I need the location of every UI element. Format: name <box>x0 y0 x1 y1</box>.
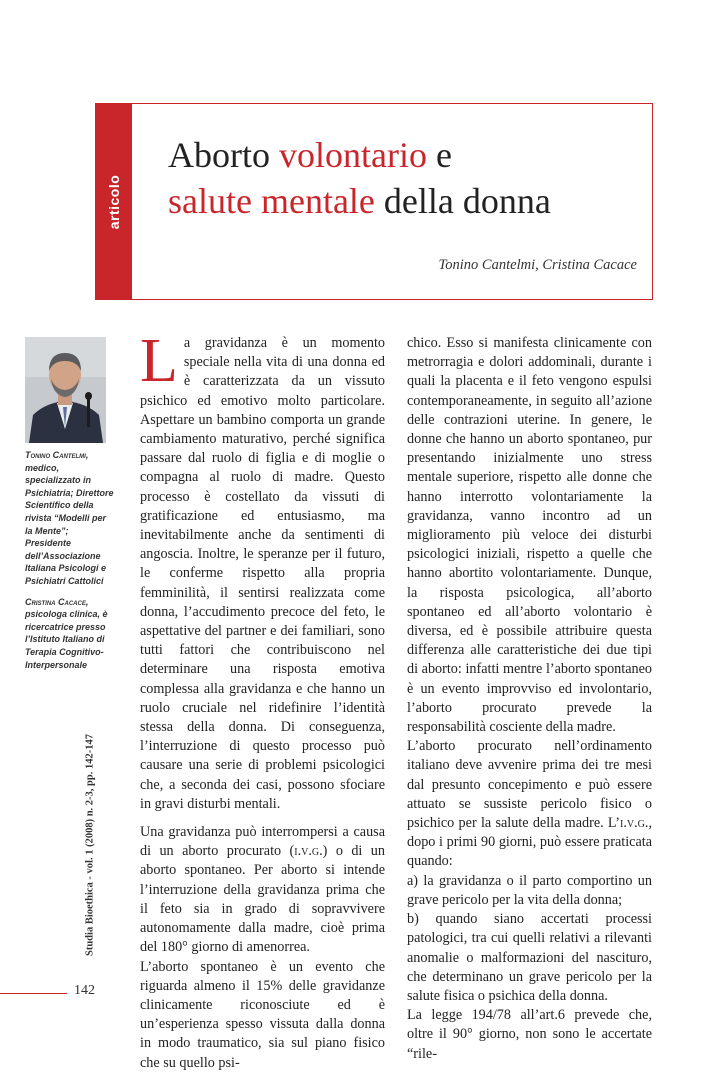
ivg-abbrev: i.v.g. <box>294 843 323 860</box>
drop-cap: L <box>140 327 178 395</box>
paragraph: La legge 194/78 all’art.6 prevede che, oltre il 90° giorno, non sono le accertate “rile- <box>407 1007 652 1062</box>
title-highlight: salute mentale <box>168 181 375 221</box>
title-highlight: volontario <box>279 135 427 175</box>
paragraph-text: a gravidanza è un momento speciale nella vita di una donna ed è caratterizzata da un vissuto psichico ed emotivo molto particolare. Aspettare un bambino comporta un grande cambiamento maturativo, perché significa passare dal ruolo di figlia e di moglie o compagna al ruolo di madre. Questo processo è costellato da vissuti di gratificazione ed entusiasmo, ma inevitabilmente anche da sentimenti di angoscia. Inoltre, le speranze per il futuro, le conferme rispetto alla propria femminilità, il sentirsi realizzata come donna, l’accudimento precoce del feto, le aspettative del partner e dei familiari, sono tutti fattori che contribuiscono nel determinare una risposta emotiva complessa alla gravidanza e che hanno un ruolo cruciale nel ridefinire l’identità stessa della donna. Di conseguenza, l’interruzione di questo processo può causare una serie di problemi psicologici che, a seconda dei casi, possono sfociare in gravi disturbi mentali. <box>140 335 385 812</box>
author-portrait-image <box>25 337 106 443</box>
page-number-rule <box>0 993 67 994</box>
section-label: articolo <box>105 174 122 229</box>
paragraph-text: L’aborto procurato nell’ordinamento italiano deve avvenire prima dei tre mesi dal presunto concepimento e può essere attuato se sussiste pericolo fisico o psichico per la salute della madre. L’ <box>407 738 652 832</box>
paragraph-text: ) o di un aborto spontaneo. Per aborto si intende l’interruzione della gravidanza prima che il feto sia in grado di sopravvivere autonomamente dalla madre, cioè prima del 180° giorno di amenorrea. <box>140 843 385 956</box>
title-text: Aborto <box>168 135 279 175</box>
article-authors: Tonino Cantelmi, Cristina Cacace <box>438 257 637 273</box>
paragraph <box>407 737 652 871</box>
title-text: e <box>426 135 452 175</box>
ivg-abbrev: i.v.g. <box>620 815 649 832</box>
page-number: 142 <box>74 983 95 998</box>
paragraph: chico. Esso si manifesta clinicamente con metrorragia e dolori addominali, durante i quali la placenta e il feto vengono espulsi contemporaneamente, in seguito all’azione delle contrazioni uterine. In genere, le donne che hanno un aborto spontaneo, pur presentando inizialmente uno stress mentale superiore, rispetto alle donne che hanno interrotto volontariamente la gravidanza, vanno incontro ad un miglioramento più veloce dei disturbi psicologici iniziali, rispetto a quelle che hanno abortito volontariamente. Dunque, la risposta psicologica, all’aborto spontaneo ed all’aborto volontario è diversa, ed è possibile attribuire questa differenza alle caratteristiche dei due tipi di aborto: infatti mentre l’aborto spontaneo è un evento improvviso ed involontario, l’aborto procurato prevede la responsabilità cosciente della madre. <box>407 335 652 736</box>
author-photo <box>25 337 106 443</box>
article-title <box>168 132 638 224</box>
paragraph: L’aborto spontaneo è un evento che riguarda almeno il 15% delle gravidanze clinicamente riconosciute ed è un’esperienza spesso vissuta dalla donna in modo traumatico, sia sul piano fisico che su quello psi- <box>140 958 385 1071</box>
section-tab <box>95 103 132 300</box>
paragraph-text: Una gravidanza può interrompersi a causa di un aborto procurato ( <box>140 824 385 860</box>
header-frame-top <box>132 103 653 104</box>
header-frame-bottom <box>132 299 653 300</box>
journal-reference <box>82 717 98 972</box>
bio-cacace <box>25 596 115 672</box>
author-bios <box>25 449 115 679</box>
paragraph: a) la gravidanza o il parto comportino un grave pericolo per la vita della donna; <box>407 872 652 908</box>
title-text: della donna <box>374 181 551 221</box>
bio-text: , medico, specializzato in Psichiatria; Direttore Scientifico della rivista “Modelli per la Mente”; Presidente dell’Associazione Italiana Psicologi e Psichiatri Cattolici <box>25 450 114 586</box>
bio-name: Tonino Cantelmi <box>25 450 86 460</box>
paragraph-text: , dopo i primi 90 giorni, può essere praticata quando: <box>407 815 652 870</box>
header-frame-right <box>652 103 653 300</box>
paragraph <box>140 823 385 957</box>
bio-text: , psicologa clinica, è ricercatrice presso l’Istituto Italiano di Terapia Cognitivo-Interpersonale <box>25 596 108 670</box>
paragraph: b) quando siano accertati processi patologici, tra cui quelli relativi a rilevanti anomalie o malformazioni del nascituro, che determinano un grave pericolo per la salute fisica o psichica della donna. <box>407 911 652 1004</box>
paragraph <box>140 327 385 814</box>
bio-name: Cristina Cacace <box>25 596 86 607</box>
body-column-2 <box>407 334 652 1064</box>
body-column-1 <box>140 327 385 1073</box>
bio-cantelmi <box>25 449 115 588</box>
journal-reference-text: Studia Bioethica - vol. 1 (2008) n. 2-3, pp. 142-147 <box>84 733 96 956</box>
